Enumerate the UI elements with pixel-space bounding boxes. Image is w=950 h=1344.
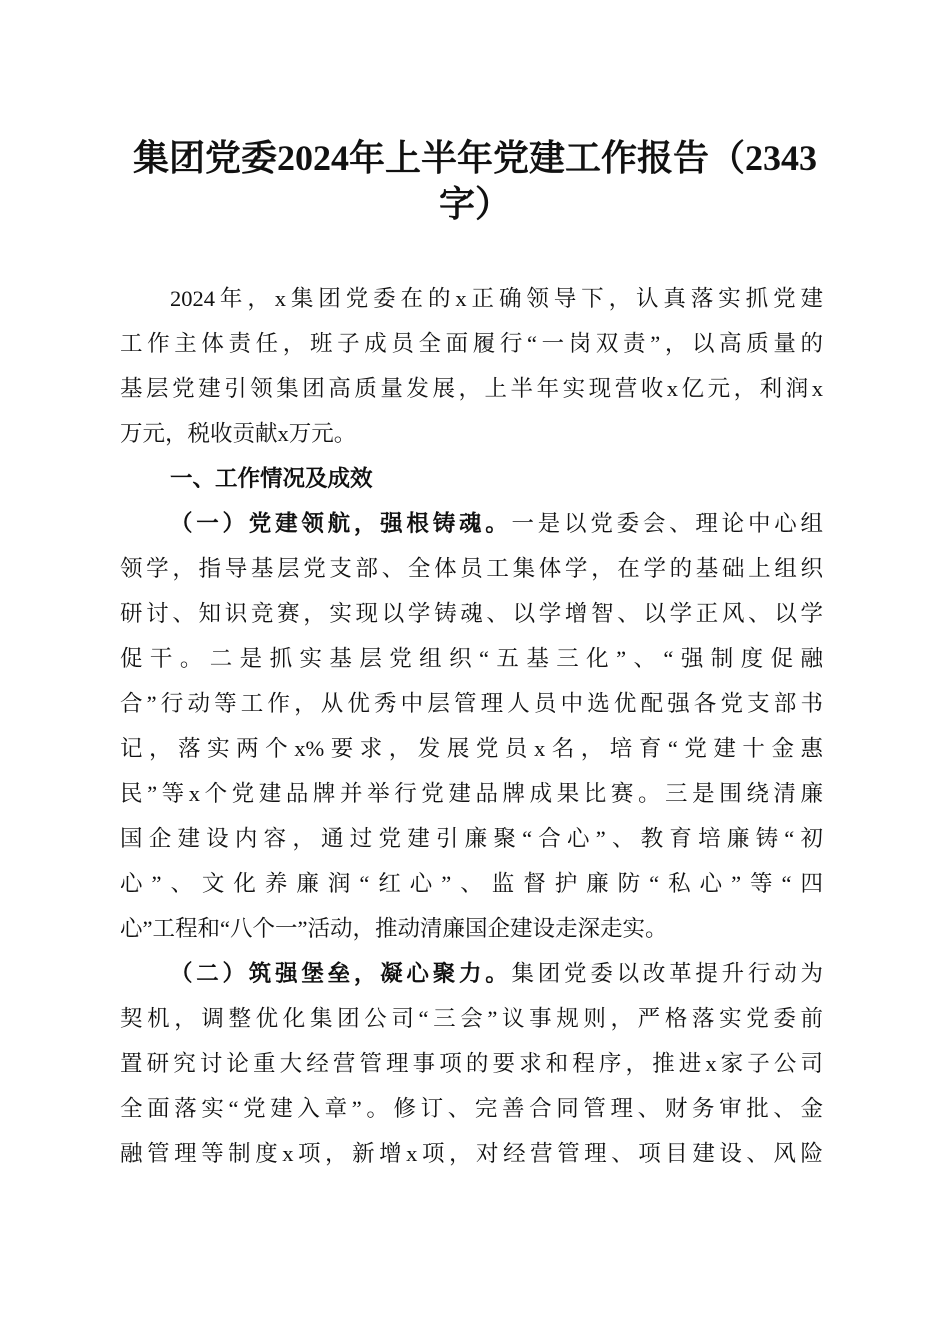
paragraph-lead: （一）党建领航，强根铸魂。 bbox=[170, 511, 512, 536]
document-body bbox=[120, 276, 823, 1176]
line-text: 民”等x个党建品牌并举行党建品牌成果比赛。三是围绕清廉 bbox=[120, 781, 823, 806]
text-line bbox=[120, 1086, 823, 1131]
paragraph bbox=[120, 951, 823, 1176]
text-line bbox=[120, 681, 823, 726]
text-line bbox=[120, 951, 823, 996]
document-title bbox=[110, 135, 840, 227]
section-heading bbox=[120, 456, 823, 501]
text-line bbox=[120, 996, 823, 1041]
line-text: 置研究讨论重大经营管理事项的要求和程序，推进x家子公司 bbox=[120, 1051, 823, 1076]
text-line bbox=[120, 321, 823, 366]
text-line bbox=[120, 1041, 823, 1086]
text-line bbox=[120, 591, 823, 636]
line-text: 研讨、知识竞赛，实现以学铸魂、以学增智、以学正风、以学 bbox=[120, 601, 823, 626]
text-line bbox=[120, 906, 823, 951]
line-text: 全面落实“党建入章”。修订、完善合同管理、财务审批、金 bbox=[120, 1096, 823, 1121]
line-text: 国企建设内容，通过党建引廉聚“合心”、教育培廉铸“初 bbox=[120, 826, 823, 851]
line-text: 一是以党委会、理论中心组 bbox=[511, 511, 823, 536]
text-line bbox=[120, 726, 823, 771]
line-text: 合”行动等工作，从优秀中层管理人员中选优配强各党支部书 bbox=[120, 691, 823, 716]
paragraph bbox=[120, 276, 823, 456]
paragraph bbox=[120, 501, 823, 951]
line-text: 基层党建引领集团高质量发展，上半年实现营收x亿元，利润x bbox=[120, 376, 823, 401]
title-line-2: 字） bbox=[438, 184, 511, 224]
text-line bbox=[120, 366, 823, 411]
text-line bbox=[120, 1131, 823, 1176]
text-line bbox=[120, 501, 823, 546]
line-text: 一、工作情况及成效 bbox=[170, 466, 373, 491]
paragraph-lead: （二）筑强堡垒，凝心聚力。 bbox=[170, 961, 512, 986]
text-line bbox=[120, 816, 823, 861]
line-text: 万元，税收贡献x万元。 bbox=[120, 421, 357, 446]
text-line bbox=[120, 861, 823, 906]
text-line bbox=[120, 546, 823, 591]
line-text: 2024年，x集团党委在的x正确领导下，认真落实抓党建 bbox=[170, 286, 823, 311]
line-text: 领学，指导基层党支部、全体员工集体学，在学的基础上组织 bbox=[120, 556, 823, 581]
line-text: 心”、文化养廉润“红心”、监督护廉防“私心”等“四 bbox=[120, 871, 823, 896]
line-text: 促干。二是抓实基层党组织“五基三化”、“强制度促融 bbox=[120, 646, 823, 671]
line-text: 融管理等制度x项，新增x项，对经营管理、项目建设、风险 bbox=[120, 1141, 823, 1166]
title-line-1: 集团党委2024年上半年党建工作报告（2343 bbox=[132, 138, 817, 178]
text-line bbox=[120, 771, 823, 816]
text-line bbox=[120, 636, 823, 681]
line-text: 记，落实两个x%要求，发展党员x名，培育“党建十金惠 bbox=[120, 736, 823, 761]
line-text: 契机，调整优化集团公司“三会”议事规则，严格落实党委前 bbox=[120, 1006, 823, 1031]
line-text: 集团党委以改革提升行动为 bbox=[511, 961, 823, 986]
text-line bbox=[120, 456, 823, 501]
text-line bbox=[120, 276, 823, 321]
line-text: 心”工程和“八个一”活动，推动清廉国企建设走深走实。 bbox=[120, 916, 668, 941]
line-text: 工作主体责任，班子成员全面履行“一岗双责”，以高质量的 bbox=[120, 331, 823, 356]
text-line bbox=[120, 411, 823, 456]
